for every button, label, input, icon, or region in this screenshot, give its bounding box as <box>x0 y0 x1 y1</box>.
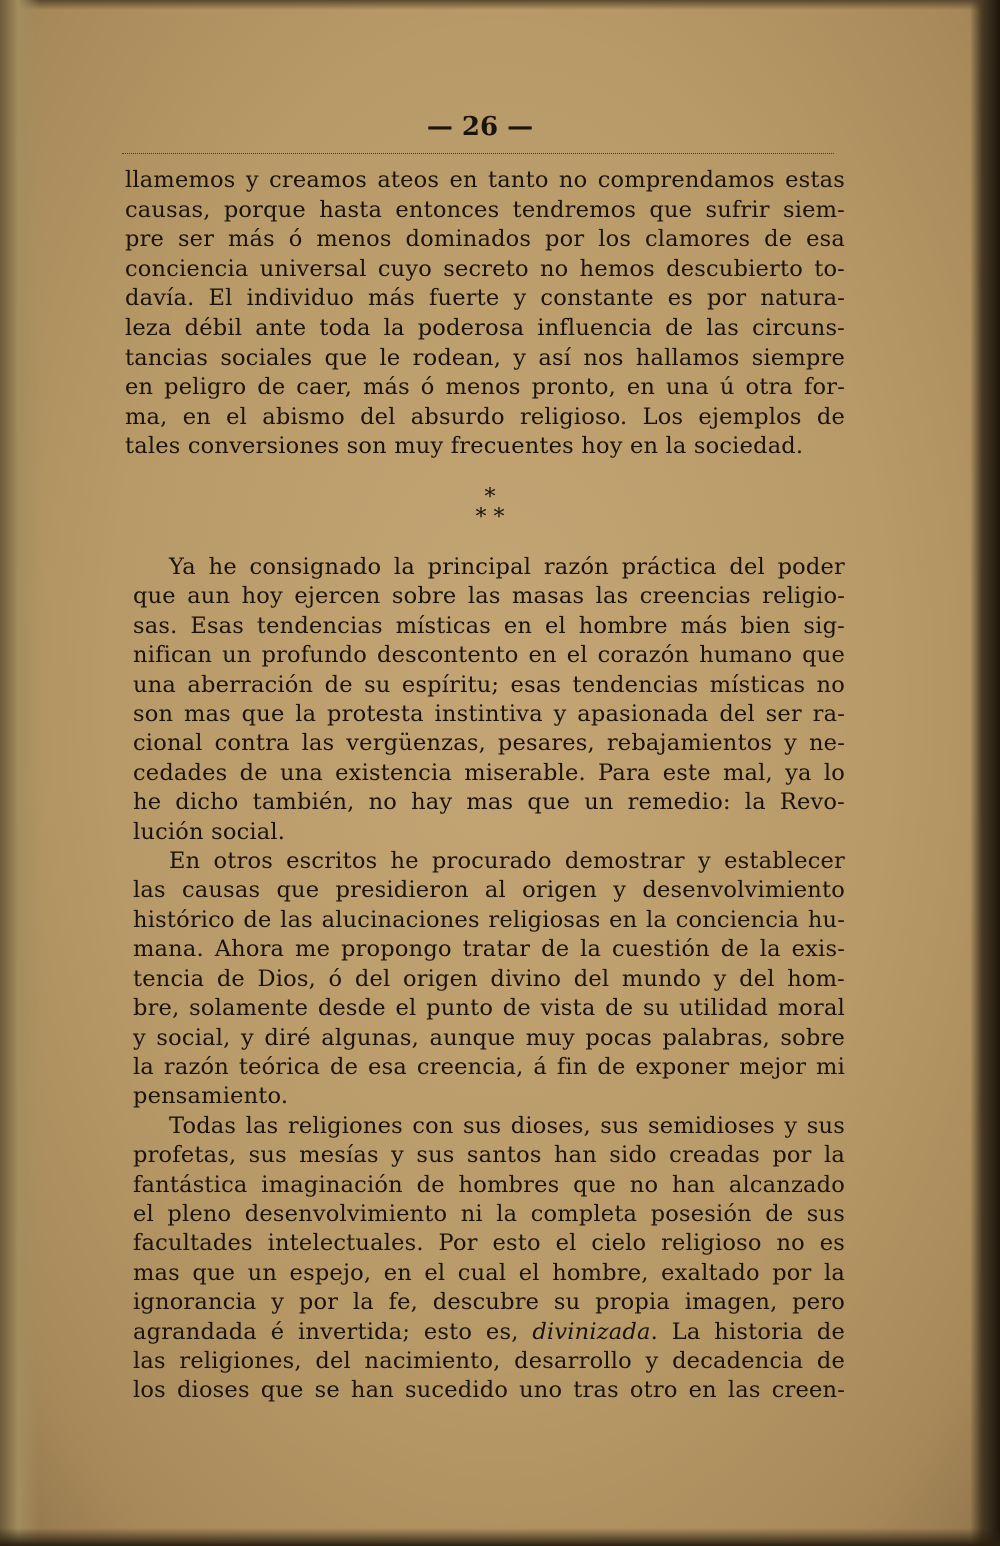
text-line: profetas, sus mesías y sus santos han sido creadas por la <box>133 1142 845 1169</box>
text-line: llamemos y creamos ateos en tanto no comprendamos estas <box>125 167 845 193</box>
text-line: nifican un profundo descontento en el corazón humano que <box>133 642 845 669</box>
text-line: pensamiento. <box>133 1083 289 1110</box>
text-line: cedades de una existencia miserable. Para este mal, ya lo <box>133 759 845 786</box>
text-line: en peligro de caer, más ó menos pronto, en una ú otra for- <box>125 374 845 401</box>
text-line: davía. El individuo más fuerte y constante es por natura- <box>125 285 845 312</box>
italic-word: divinizada <box>532 1318 651 1345</box>
text-line: bre, solamente desde el punto de vista de su utilidad moral <box>133 995 845 1022</box>
text-line: causas, porque hasta entonces tendremos que sufrir siem- <box>125 196 845 223</box>
text-line: ignorancia y por la fe, descubre su propia imagen, pero <box>133 1289 845 1316</box>
text-line <box>133 1318 845 1347</box>
text-line: conciencia universal cuyo secreto no hemos descubierto to- <box>125 255 845 282</box>
text-line: tencia de Dios, ó del origen divino del mundo y del hom- <box>133 965 845 992</box>
body-text <box>133 553 845 1406</box>
text-line: he dicho también, no hay mas que un remedio: la Revo- <box>133 789 845 816</box>
text-line: facultades intelectuales. Por esto el cielo religioso no es <box>133 1230 845 1257</box>
page-number: — 26 — <box>426 112 534 142</box>
text-line: son mas que la protesta instintiva y apasionada del ser ra- <box>133 701 845 728</box>
text-line: ma, en el abismo del absurdo religioso. Los ejemplos de <box>125 403 845 430</box>
text-line: que aun hoy ejercen sobre las masas las creencias religio- <box>133 583 845 610</box>
text-line: fantástica imaginación de hombres que no han alcanzado <box>133 1171 845 1198</box>
text-line: lución social. <box>133 818 286 845</box>
text-line: sas. Esas tendencias místicas en el hombre más bien sig- <box>133 612 845 639</box>
asterism-bottom: * * <box>475 505 505 530</box>
text-line: y social, y diré algunas, aunque muy pocas palabras, sobre <box>133 1024 845 1051</box>
text-line: la razón teórica de esa creencia, á fin de exponer mejor mi <box>133 1053 845 1080</box>
text-line: los dioses que se han sucedido uno tras otro en las creen- <box>133 1377 845 1404</box>
text-line: cional contra las vergüenzas, pesares, rebajamientos y ne- <box>133 730 845 757</box>
text-line: el pleno desenvolvimiento ni la completa posesión de sus <box>133 1200 845 1227</box>
asterism-top: * <box>484 485 496 510</box>
text-line: una aberración de su espíritu; esas tendencias místicas no <box>133 671 845 698</box>
text-line: pre ser más ó menos dominados por los clamores de esa <box>125 226 845 253</box>
page-right-binding <box>970 0 1000 1546</box>
text-line: las religiones, del nacimiento, desarrollo y decadencia de <box>133 1347 845 1374</box>
page-bottom-shadow <box>0 1528 1000 1546</box>
page-top-shadow <box>0 0 1000 10</box>
text-line: En otros escritos he procurado demostrar y establecer <box>169 848 845 875</box>
text-segment: . La historia de <box>650 1318 845 1345</box>
text-line: mas que un espejo, en el cual el hombre, exaltado por la <box>133 1259 845 1286</box>
text-line: las causas que presidieron al origen y desenvolvimiento <box>133 877 845 904</box>
header-rule <box>122 153 834 154</box>
text-line: leza débil ante toda la poderosa influencia de las circuns- <box>125 314 845 341</box>
text-line: Ya he consignado la principal razón práctica del poder <box>169 554 845 580</box>
text-line: histórico de las alucinaciones religiosas en la conciencia hu- <box>133 906 845 933</box>
asterism-separator <box>0 485 980 530</box>
text-line: Todas las religiones con sus dioses, sus semidioses y sus <box>169 1112 845 1139</box>
paragraph-continued <box>125 166 845 462</box>
text-line: tancias sociales que le rodean, y así nos hallamos siempre <box>125 344 845 371</box>
text-segment: agrandada é invertida; esto es, <box>133 1318 533 1345</box>
text-line: mana. Ahora me propongo tratar de la cuestión de la exis- <box>133 936 845 963</box>
page-left-shadow <box>0 0 40 1546</box>
text-line: tales conversiones son muy frecuentes hoy en la sociedad. <box>125 433 804 460</box>
